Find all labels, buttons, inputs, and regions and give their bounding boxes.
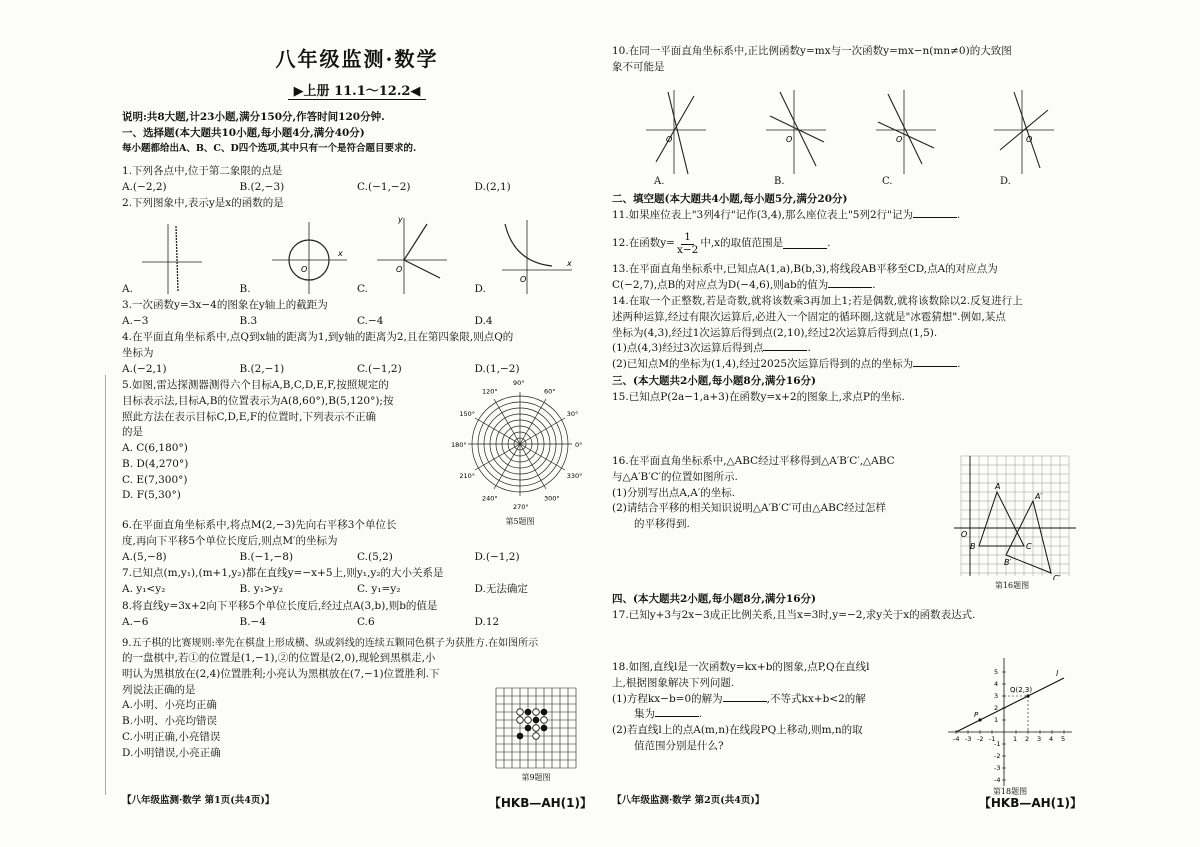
footer-code: 【HKB—AH(1)】 xyxy=(978,796,1082,810)
question-1-stem: 1.下列各点中,位于第二象限的点是 xyxy=(122,165,283,177)
exam-page-2 xyxy=(612,36,1082,816)
question-13-stem-cont: C(−2,7),点B的对应点为D(−4,6),则ab的值为 . xyxy=(612,278,876,291)
question-8-options xyxy=(122,615,592,631)
question-9-line: 明认为黑棋放在(2,4)位置胜利;小亮认为黑棋放在(7,−1)位置胜利.下 xyxy=(122,667,440,680)
x-tick-label: -2 xyxy=(977,735,984,743)
white-stone xyxy=(541,717,548,724)
question-18-line: 18.如图,直线l是一次函数y=kx+b的图象,点P,Q在直线l xyxy=(612,661,870,673)
svg-text:O: O xyxy=(396,265,403,274)
graph-label-c: C. xyxy=(882,176,893,187)
question-3-stem: 3.一次函数y=3x−4的图象在y轴上的截距为 xyxy=(122,299,328,311)
svg-text:x: x xyxy=(567,259,572,268)
option-d: D.(1,−2) xyxy=(474,362,520,375)
black-stone xyxy=(533,717,540,724)
question-4-stem: 4.在平面直角坐标系中,点Q到x轴的距离为1,到y轴的距离为2,且在第四象限,则点Q的 xyxy=(122,331,514,343)
question-4-options xyxy=(122,362,592,378)
option-b: B.3 xyxy=(239,314,258,327)
question-16-sub2-cont: 的平移得到. xyxy=(634,518,690,530)
radar-ray xyxy=(475,444,520,470)
option-b: B. D(4,270°) xyxy=(122,457,189,470)
question-16-line: 与△A′B′C′的位置如图所示. xyxy=(612,470,738,483)
graph-label-a: A. xyxy=(122,283,133,295)
radar-ray xyxy=(520,444,546,489)
question-9-line: 9.五子棋的比赛规则:率先在棋盘上形成横、纵或斜线的连续五颗同色棋子为获胜方.在如图所示 xyxy=(122,638,539,649)
question-12-text-cont: 中,x的取值范围是 xyxy=(700,237,784,250)
question-16-sub1: (1)分别写出点A,A′的坐标. xyxy=(612,486,736,499)
question-10 xyxy=(612,44,1082,76)
question-17: 17.已知y+3与2x−3成正比例关系,且当x=3时,y=−2,求y关于x的函数表达式. xyxy=(612,608,976,621)
option-b: B.小明、小亮均错误 xyxy=(122,715,218,727)
option-c: C.(5,2) xyxy=(357,550,393,563)
question-14 xyxy=(612,294,1082,373)
option-a: A.−3 xyxy=(122,314,149,327)
x-tick-label: -1 xyxy=(989,735,996,743)
section4-heading: 四、(本大题共2小题,每小题8分,满分16分) xyxy=(612,593,816,605)
fraction xyxy=(677,232,698,256)
x-tick-label: -4 xyxy=(953,735,960,743)
svg-text:O: O xyxy=(896,135,903,144)
question-6-stem-cont: 度,再向下平移5个单位长度后,则点M′的坐标为 xyxy=(122,534,338,547)
option-a: A.(−2,1) xyxy=(122,362,167,375)
graph-b xyxy=(766,90,826,174)
fraction-numerator: 1 xyxy=(681,232,694,245)
radar-angle-label: 300° xyxy=(544,494,560,503)
question-5 xyxy=(122,378,442,504)
question-18 xyxy=(612,660,952,755)
section-4 xyxy=(612,592,1082,624)
question-18-sub2-cont: 值范围分别是什么? xyxy=(634,739,724,752)
black-stone xyxy=(517,733,524,740)
question-5-line: 的是 xyxy=(122,426,143,439)
option-a: A.(−2,2) xyxy=(122,180,167,193)
svg-text:O: O xyxy=(1026,135,1033,144)
question-3-options xyxy=(122,314,592,330)
point-label: B xyxy=(970,542,976,551)
option-b: B.(2,−1) xyxy=(239,362,285,375)
white-stone xyxy=(533,709,540,716)
question-14-line: 14.在取一个正整数,若是奇数,就将该数乘3再加上1;若是偶数,就将该数除以2.反复进行上 xyxy=(612,295,1023,307)
gomoku-caption: 第9题图 xyxy=(521,773,551,782)
white-stone xyxy=(525,717,532,724)
svg-text:x: x xyxy=(338,249,343,258)
option-a: A. C(6,180°) xyxy=(122,442,188,454)
y-tick-label: 1 xyxy=(994,716,999,724)
graph-label-d: D. xyxy=(1000,176,1011,187)
question-18-sub1: (1)方程kx−b=0的解为 ,不等式kx+b<2的解 xyxy=(612,692,866,705)
page-2-footer xyxy=(612,794,1082,812)
question-16 xyxy=(612,454,942,533)
exam-notice xyxy=(122,110,592,156)
question-6 xyxy=(122,518,592,565)
svg-text:O: O xyxy=(520,275,527,284)
question-10-stem-cont: 象不可能是 xyxy=(612,60,665,73)
x-tick-label: 5 xyxy=(1061,735,1066,743)
page-1-footer xyxy=(122,794,592,812)
option-b: B.(−1,−8) xyxy=(239,550,294,563)
x-tick-label: 3 xyxy=(1037,735,1042,743)
question-5-line: 照此方法在表示目标C,D,E,F的位置时,下列表示不正确 xyxy=(122,410,377,423)
question-2 xyxy=(122,196,592,212)
question-3 xyxy=(122,298,592,330)
question-2-labels xyxy=(122,282,592,298)
radar-angle-label: 270° xyxy=(513,503,529,511)
gomoku-board xyxy=(494,686,578,770)
graph-label-b: B. xyxy=(239,283,251,295)
question-16-sub2: (2)请结合平移的相关知识说明△A′B′C′可由△ABC经过怎样 xyxy=(612,502,887,515)
y-tick-label: 2 xyxy=(994,704,999,712)
graph-d xyxy=(994,90,1054,174)
x-tick-label: 2 xyxy=(1025,735,1030,743)
question-6-stem: 6.在平面直角坐标系中,将点M(2,−3)先向右平移3个单位长 xyxy=(122,519,397,531)
radar-angle-label: 120° xyxy=(482,387,498,396)
footer-page-info: 【八年级监测·数学 第1页(共4页)】 xyxy=(122,795,275,806)
point-label: A xyxy=(995,482,1001,491)
question-14-line: 坐标为(4,3),经过1次运算后得到点(2,10),经过2次运算后得到点(1,5). xyxy=(612,326,938,339)
x-tick-label: -3 xyxy=(965,735,972,743)
option-d: D.4 xyxy=(474,314,493,327)
radar-ray xyxy=(494,399,520,444)
question-16-line: 16.在平面直角坐标系中,△ABC经过平移得到△A′B′C′,△ABC xyxy=(612,455,895,467)
option-c: C. E(7,300°) xyxy=(122,473,188,486)
radar-figure xyxy=(450,376,590,516)
question-4-stem-cont: 坐标为 xyxy=(122,346,154,359)
radar-ray xyxy=(520,399,546,444)
question-8-stem: 8.将直线y=3x+2向下平移5个单位长度后,经过点A(3,b),则b的值是 xyxy=(122,600,438,612)
question-18-line: 上,根据图象解决下列问题. xyxy=(612,676,735,689)
radar-angle-label: 180° xyxy=(451,441,467,449)
radar-ray xyxy=(475,418,520,444)
exam-page-1 xyxy=(122,36,592,816)
question-1 xyxy=(122,164,592,196)
option-d: D. F(5,30°) xyxy=(122,489,181,502)
white-stone xyxy=(533,733,540,740)
point-label: C′ xyxy=(1053,574,1061,580)
question-18-sub1-cont: 集为 . xyxy=(634,708,703,721)
option-d: D.(2,1) xyxy=(474,180,511,193)
option-c: C.(−1,2) xyxy=(357,362,402,375)
point-q xyxy=(1026,694,1029,697)
svg-text:O: O xyxy=(301,265,308,274)
option-c: C.−4 xyxy=(357,314,384,327)
point-label: A′ xyxy=(1035,492,1043,501)
point-p xyxy=(978,718,981,721)
radar-ray xyxy=(494,444,520,489)
radar-angle-label: 0° xyxy=(575,441,583,449)
radar-angle-label: 330° xyxy=(566,472,583,480)
point-p-label: P xyxy=(974,711,979,719)
radar-angle-label: 150° xyxy=(459,410,475,418)
svg-text:O: O xyxy=(786,135,793,144)
question-7 xyxy=(122,566,592,598)
question-2-stem: 2.下列图象中,表示y是x的函数的是 xyxy=(122,197,284,209)
question-8 xyxy=(122,599,592,631)
section-3 xyxy=(612,374,1082,406)
radar-angle-label: 90° xyxy=(513,379,525,387)
radar-angle-label: 240° xyxy=(482,494,498,503)
graph-label-d: D. xyxy=(474,283,486,295)
option-c: C.6 xyxy=(357,615,375,628)
point-q-label: Q(2,3) xyxy=(1010,686,1033,694)
option-c: C.(−1,−2) xyxy=(357,180,411,193)
question-11: 11.如果座位表上"3列4行"记作(3,4),那么座位表上"5列2行"记为 . xyxy=(612,208,961,221)
question-1-options xyxy=(122,180,592,196)
option-a: A.(5,−8) xyxy=(122,550,167,563)
fraction-denominator: x−2 xyxy=(676,243,699,256)
line-graph-caption: 第18题图 xyxy=(992,787,1028,796)
svg-text:O: O xyxy=(666,135,673,144)
option-d: D.无法确定 xyxy=(474,582,528,595)
white-stone xyxy=(533,725,540,732)
question-12: 12.在函数y= $\frac{1}{x-2}$ 中,x的取值范围是 . xyxy=(612,231,831,256)
point-label: B′ xyxy=(1004,558,1012,567)
section3-heading: 三、(本大题共2小题,每小题8分,满分16分) xyxy=(612,375,816,387)
y-tick-label: -2 xyxy=(994,752,1001,760)
section-2 xyxy=(612,192,1082,224)
graph-c xyxy=(876,90,936,174)
y-tick-label: -3 xyxy=(994,764,1001,772)
question-10-stem: 10.在同一平面直角坐标系中,正比例函数y=mx与一次函数y=mx−n(mn≠0)的大致图 xyxy=(612,45,1012,57)
question-6-options xyxy=(122,550,592,566)
option-d: D.(−1,2) xyxy=(474,550,520,563)
section1-heading: 一、选择题(本大题共10小题,每小题4分,满分40分) xyxy=(122,126,365,139)
radar-ray xyxy=(520,418,565,444)
y-tick-label: 3 xyxy=(994,692,999,700)
option-b: B. y₁>y₂ xyxy=(239,582,283,595)
y-tick-label: -4 xyxy=(994,776,1001,784)
y-tick-label: 5 xyxy=(994,668,999,676)
question-9-line: 列说法正确的是 xyxy=(122,683,196,696)
question-4 xyxy=(122,330,592,377)
notice-text: 说明:共8大题,计23小题,满分150分,作答时间120分钟. xyxy=(122,111,385,123)
exam-title: 八年级监测·数学 xyxy=(275,47,439,71)
option-a: A.小明、小亮均正确 xyxy=(122,699,217,712)
y-tick-label: 4 xyxy=(994,680,999,688)
black-stone xyxy=(541,725,548,732)
white-stone xyxy=(517,717,524,724)
graph-label-c: C. xyxy=(357,283,368,295)
option-c: C.小明正确,小亮错误 xyxy=(122,730,221,743)
x-tick-label: 1 xyxy=(1013,735,1018,743)
graph-label-b: B. xyxy=(774,176,785,187)
question-15: 15.已知点P(2a−1,a+3)在函数y=x+2的图象上,求点P的坐标. xyxy=(612,390,905,403)
white-stone xyxy=(517,709,524,716)
footer-code: 【HKB—AH(1)】 xyxy=(488,796,592,810)
translation-figure xyxy=(948,452,1080,580)
option-a: A. y₁<y₂ xyxy=(122,582,166,595)
question-7-options xyxy=(122,582,592,598)
line-l-label: l xyxy=(1056,669,1059,678)
black-stone xyxy=(525,725,532,732)
graph-a xyxy=(646,90,706,174)
radar-ray xyxy=(520,444,565,470)
option-c: C. y₁=y₂ xyxy=(357,582,401,595)
option-b: B.(2,−3) xyxy=(239,180,285,193)
footer-page-info: 【八年级监测·数学 第2页(共4页)】 xyxy=(612,795,765,806)
question-13 xyxy=(612,262,1082,294)
radar-angle-label: 210° xyxy=(459,472,475,480)
point-label: O xyxy=(961,530,968,539)
section2-heading: 二、填空题(本大题共4小题,每小题5分,满分20分) xyxy=(612,193,848,205)
translation-caption: 第16题图 xyxy=(994,581,1030,590)
x-tick-label: 4 xyxy=(1049,735,1054,743)
question-9-line: 的一盘棋中,若①的位置是(1,−1),②的位置是(2,0),现轮到黑棋走,小 xyxy=(122,652,436,664)
question-5-line: 目标表示法,目标A,B的位置表示为A(8,60°),B(5,120°);按 xyxy=(122,394,394,407)
question-14-line: 述两种运算,经过有限次运算后,必进入一个固定的循环圈,这就是"冰雹猜想".例如,某点 xyxy=(612,310,1006,323)
question-14-sub1: (1)点(4,3)经过3次运算后得到点 . xyxy=(612,342,811,355)
question-13-stem: 13.在平面直角坐标系中,已知点A(1,a),B(b,3),将线段AB平移至CD,点A的对应点为 xyxy=(612,263,998,275)
option-a: A.−6 xyxy=(122,615,149,628)
point-label: C xyxy=(1026,542,1032,551)
question-10-graphs xyxy=(612,80,1082,180)
question-5-line: 5.如图,雷达探测器测得六个目标A,B,C,D,E,F,按照规定的 xyxy=(122,379,389,391)
black-stone xyxy=(541,709,548,716)
option-b: B.−4 xyxy=(239,615,267,628)
line-graph-figure xyxy=(940,654,1080,790)
binding-line xyxy=(105,375,106,795)
y-tick-label: -1 xyxy=(994,740,1001,748)
question-18-sub2: (2)若直线l上的点A(m,n)在线段PQ上移动,则m,n的取 xyxy=(612,724,863,736)
section1-note: 每小题都给出A、B、C、D四个选项,其中只有一个是符合题目要求的. xyxy=(122,142,417,154)
option-d: D.小明错误,小亮正确 xyxy=(122,746,221,759)
radar-caption: 第5题图 xyxy=(505,517,535,526)
option-d: D.12 xyxy=(474,615,500,628)
radar-angle-label: 60° xyxy=(544,387,556,396)
question-7-stem: 7.已知点(m,y₁),(m+1,y₂)都在直线y=−x+5上,则y₁,y₂的大小关系是 xyxy=(122,567,444,579)
question-14-sub2: (2)已知点M的坐标为(1,4),经过2025次运算后得到的点的坐标为 . xyxy=(612,358,961,370)
radar-angle-label: 30° xyxy=(566,410,579,418)
black-stone xyxy=(525,709,532,716)
graph-label-a: A. xyxy=(654,176,665,187)
exam-subtitle: ▶上册 11.1～12.2◀ xyxy=(122,82,592,102)
question-12-text: 12.在函数y= xyxy=(612,237,675,250)
svg-text:y: y xyxy=(398,215,403,224)
